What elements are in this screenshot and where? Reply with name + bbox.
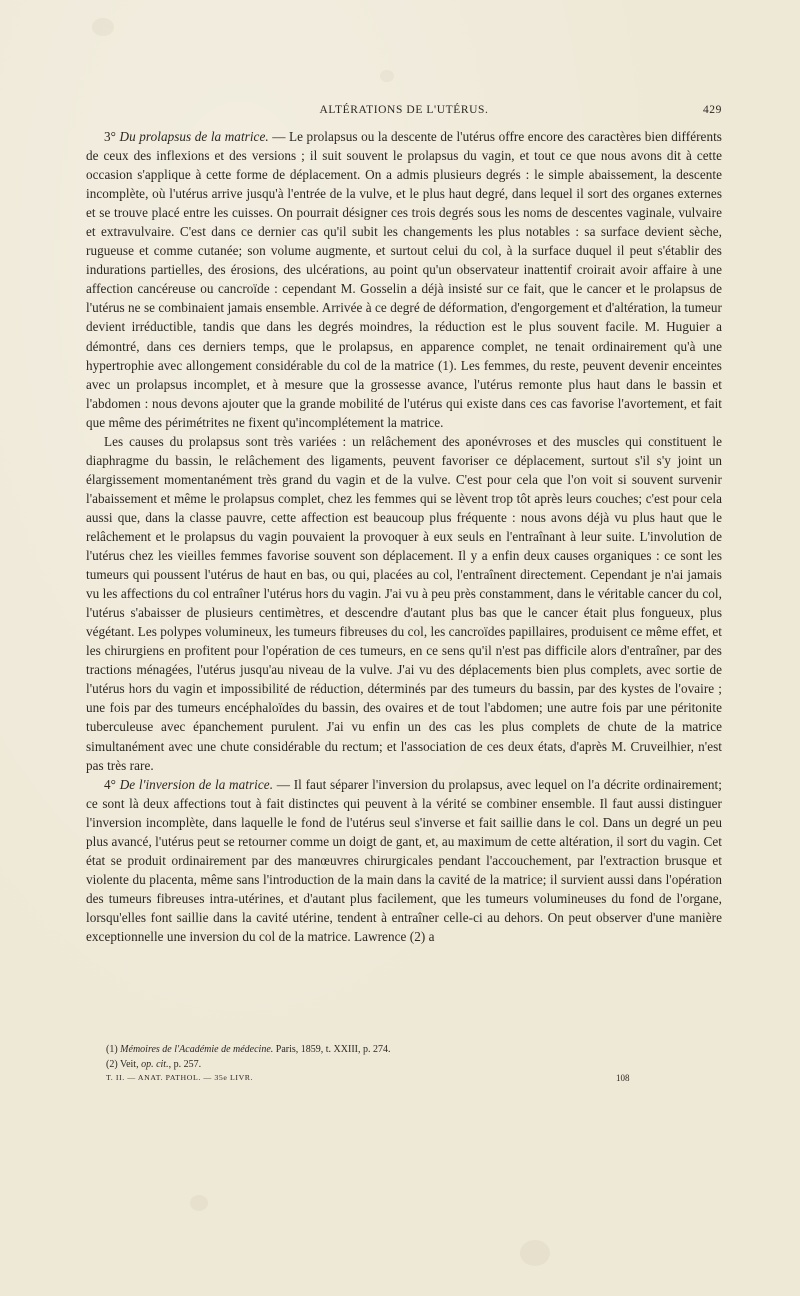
section-title-prolapsus: Du prolapsus de la matrice. <box>119 129 269 144</box>
section-number: 3° <box>104 129 120 144</box>
sheet-number: 108 <box>616 1073 630 1083</box>
paragraph-prolapsus <box>86 127 722 432</box>
footnote-1 <box>106 1042 706 1057</box>
section-title-inversion: De l'inversion de la matrice. <box>119 776 274 792</box>
paragraph-text: — Le prolapsus ou la descente de l'utérus offre encore des caractères bien différents de ceux des inflexions et des versions ; il suit souvent le prolapsus du vagin, et tout ce que nous avons dit à cette occasion s'applique à cette forme de déplacement. On a admis plusieurs degrés : le simple abaissement, la descente incomplète, où l'utérus arrive jusqu'à l'entrée de la vulve, et le plus haut degré, dans lequel il sort des organes externes et se trouve placé entre les cuisses. On pourrait désigner ces trois degrés sous les noms de descentes vaginale, vulvaire et extravulvaire. C'est dans ce dernier cas qu'il subit les changements les plus notables : sa surface devient sèche, rugueuse et comme cutanée; son volume augmente, et surtout celui du col, à la surface duquel il peut s'établir des indurations partielles, des érosions, des ulcérations, au point qu'un observateur inattentif croirait avoir affaire à une affection cancéreuse ou cancroïde : cependant M. Gosselin a déjà insisté sur ce fait, que le cancer et le prolapsus de l'utérus ne se combinaient jamais ensemble. Arrivée à ce degré de déformation, d'engorgement et d'altération, la tumeur devient irréductible, tandis que dans les degrés moindres, la réduction est le plus souvent facile. M. Huguier a démontré, dans ces derniers temps, que le prolapsus, en apparence complet, ne tenait ordinairement qu'à une hypertrophie avec allongement considérable du col de la matrice (1). Les femmes, du reste, peuvent devenir enceintes avec un prolapsus incomplet, et à mesure que la grossesse avance, l'utérus remonte plus haut dans le bassin et l'abdomen : nous devons ajouter que la grande mobilité de l'utérus qui existe dans ces cas favorise l'avortement, et fait que même des périmétrites ne fixent qu'incomplétement la matrice. <box>86 129 722 430</box>
body-text <box>86 127 722 946</box>
paper-stain <box>92 18 114 36</box>
footnotes <box>106 1042 706 1072</box>
footnote-source-title: Mémoires de l'Académie de médecine. <box>120 1044 274 1055</box>
paper-stain <box>380 70 394 82</box>
footnote-mark: (1) <box>106 1044 121 1055</box>
paper-stain <box>520 1240 550 1266</box>
running-header <box>86 104 722 120</box>
page-number: 429 <box>702 104 722 116</box>
footnote-text: Paris, 1859, t. XXIII, p. 274. <box>273 1044 391 1055</box>
printer-signature: T. II. — ANAT. PATHOL. — 35e LIVR. <box>106 1073 254 1082</box>
section-number: 4° <box>104 776 120 792</box>
paragraph-inversion <box>86 775 722 946</box>
paper-stain <box>190 1195 208 1211</box>
running-title: ALTÉRATIONS DE L'UTÉRUS. <box>319 104 489 116</box>
paragraph-text: Les causes du prolapsus sont très variées : un relâchement des aponévroses et des muscles qui constituent le diaphragme du bassin, le relâchement des ligaments, peuvent favoriser ce déplacement, surtout s'il s'y joint un élargissement momentanément très grand du vagin et de la vulve. C'est pour cela que l'on voit si souvent survenir l'abaissement et même le prolapsus complet, chez les femmes qui se lèvent trop tôt après leurs couches; c'est pour cela aussi que, dans la classe pauvre, cette affection est beaucoup plus fréquente : nous avons déjà vu plus haut que le relâchement et le prolapsus du vagin pouvaient la provoquer à eux seuls en l'entraînant à leur suite. L'involution de l'utérus chez les vieilles femmes favorise souvent son déplacement. Il y a enfin deux causes organiques : ce sont les tumeurs qui poussent l'utérus de haut en bas, ou qui, placées au col, l'entraînent directement. Cependant je n'ai jamais vu les affections du col entraîner l'utérus hors du vagin. J'ai vu à peu près constamment, dans le véritable cancer du col, l'utérus s'abaisser de plusieurs centimètres, et descendre d'autant plus bas que le cancer était plus fongueux, plus végétant. Les polypes volumineux, les tumeurs fibreuses du col, les cancroïdes papillaires, produisent ce même effet, et les chirurgiens en profitent pour l'opération de ces tumeurs, en ce sens qu'il n'est pas difficile alors d'entraîner, par des tractions ménagées, l'utérus jusqu'au niveau de la vulve. J'ai vu des déplacements bien plus complets, avec sortie de l'utérus hors du vagin et impossibilité de réduction, déterminés par des tumeurs du bassin, par des kystes de l'ovaire ; une fois par des tumeurs encéphaloïdes du bassin, des ovaires et de tout l'abdomen; une autre fois par une péritonite tuberculeuse avec épanchement purulent. J'ai vu enfin un des cas les plus complets de chute de la matrice simultanément avec une chute considérable du rectum; et l'association de ces deux états, d'après M. Cruveilhier, n'est pas très rare. <box>86 433 722 773</box>
footnote-citation: op. cit. <box>141 1059 169 1070</box>
paragraph-text: — Il faut séparer l'inversion du prolapsus, avec lequel on l'a décrite ordinairement; ce sont là deux affections tout à fait distinctes qui peuvent à la vérité se combiner ensemble. Il faut aussi distinguer l'inversion incomplète, dans laquelle le fond de l'utérus seul s'inverse et fait saillie dans le col. Dans un degré un peu plus avancé, l'utérus peut se retourner comme un doigt de gant, et, au maximum de cette altération, il sort du vagin. Cet état se produit ordinairement par des manœuvres chirurgicales pendant l'accouchement, par l'extraction brusque et violente du placenta, même sans l'introduction de la main dans la cavité de la matrice; il survient aussi dans l'opération des tumeurs fibreuses intra-utérines, et d'autant plus facilement, que les tumeurs volumineuses du fond de l'organe, lorsqu'elles font saillie dans la cavité utérine, tendent à entraîner celle-ci au dehors. On peut observer d'une manière exceptionnelle une inversion du col de la matrice. Lawrence (2) a <box>86 776 722 944</box>
footnote-mark: (2) Veit, <box>106 1059 142 1070</box>
paragraph-causes <box>86 432 722 775</box>
footnote-text: , p. 257. <box>168 1059 202 1070</box>
footnote-2 <box>106 1057 706 1072</box>
